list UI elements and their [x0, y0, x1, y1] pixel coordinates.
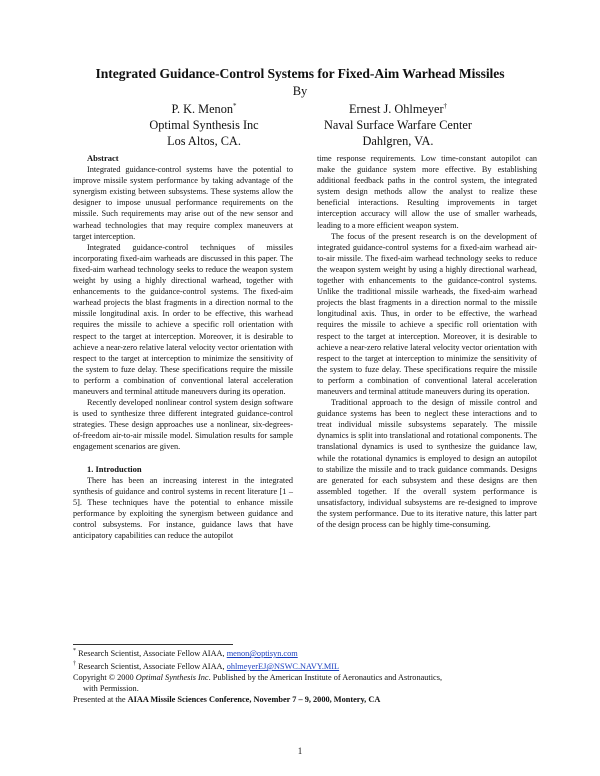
footnote-divider	[73, 644, 233, 645]
author-name: Ernest J. Ohlmeyer†	[348, 102, 448, 117]
footnote-ohlmeyer: † Research Scientist, Associate Fellow AIAA, ohlmeyerEJ@NSWC.NAVY.MIL	[73, 660, 340, 671]
introduction-paragraph: There has been an increasing interest in the integrated synthesis of guidance and control systems in recent literature [1 – 5]. These techniques have the potential to enhance missile performance by exploiting the synergism between guidance and control subsystems. For instance, guidance laws that have anticipatory capabilities can reduce the autopilot	[73, 475, 293, 541]
footnote-menon: * Research Scientist, Associate Fellow AIAA, menon@optisyn.com	[73, 648, 298, 658]
author-organization: Naval Surface Warfare Center	[324, 118, 472, 133]
page-number: 1	[297, 746, 303, 756]
email-link[interactable]: ohlmeyerEJ@NSWC.NAVY.MIL	[226, 661, 340, 671]
email-link[interactable]: menon@optisyn.com	[226, 648, 298, 658]
body-paragraph: Traditional approach to the design of missile control and guidance systems has been to neglect these interactions and to treat individual missile subsystems separately. The missile dynamics is split into translational and rotational components. The translational dynamics is used to synthesize the guidance law, while the rotational dynamics is employed to design an autopilot to stabilize the missile and to track guidance commands. Designs are generated for each subsystem and these designs are then assembled together. If the overall system performance is unsatisfactory, individual subsystems are re-designed to improve the system performance. Due to its iterative nature, this latter part of the design process can be highly time-consuming.	[317, 398, 537, 530]
abstract-paragraph: Integrated guidance-control techniques of missiles incorporating fixed-aim warheads are discussed in this paper. The fixed-aim warhead technology seeks to reduce the weapon system weight by using a highly directional warhead, together with enhancements to the guidance-control systems. The fixed-aim warhead projects the blast fragments in a direction normal to the missile longitudinal axis. In order to be effective, this warhead requires the missile to achieve a specific roll orientation with respect to the target at interception. Moreover, it is desirable to achieve a near-zero relative lateral velocity vector orientation with respect to the target at interception to minimize the sensitivity of the system to fuze delay. These specifications require the missile to perform a combination of conventional lateral acceleration maneuvers and terminal attitude maneuvers during its operation.	[73, 242, 293, 396]
author-location: Los Altos, CA.	[167, 134, 241, 149]
by-line: By	[292, 84, 308, 98]
left-column	[73, 153, 293, 541]
abstract-paragraph: Integrated guidance-control systems have the potential to improve missile system performance by taking advantage of the synergism existing between subsystems. These systems allow the designer to impose unusual performance requirements on the missile. Such requirements may arise out of the new sensor and warhead technologies that may require complex maneuvers at target interception.	[73, 165, 293, 241]
body-paragraph: time response requirements. Low time-constant autopilot can make the guidance system more effective. By establishing additional feedback paths in the control system, the integrated system design methods allow the analyst to realize these beneficial interactions. Resulting improvements in target interception accuracy will allow the use of smaller warheads, leading to a more efficient weapon system.	[317, 154, 537, 230]
abstract-paragraph: Recently developed nonlinear control system design software is used to synthesize three different integrated guidance-control strategies. These design approaches use a nonlinear, six-degrees-of-freedom air-to-air missile model. Simulation results for sample engagement scenarios are given.	[73, 398, 293, 452]
abstract-heading: Abstract	[87, 153, 119, 163]
footnotes	[73, 646, 543, 706]
introduction-heading: 1. Introduction	[87, 463, 142, 474]
author-organization: Optimal Synthesis Inc	[149, 118, 259, 133]
right-column	[317, 153, 537, 530]
paper-title: Integrated Guidance-Control Systems for Fixed-Aim Warhead Missiles	[95, 66, 505, 81]
author-location: Dahlgren, VA.	[362, 134, 434, 149]
author-name: P. K. Menon*	[171, 102, 237, 117]
author-ohlmeyer	[298, 98, 498, 149]
body-paragraph: The focus of the present research is on the development of integrated guidance-control systems for a fixed-aim warhead air-to-air missile. The fixed-aim warhead technology seeks to reduce the weapon system weight by using a highly directional warhead, together with enhancements to the guidance-control systems. Unlike the traditional missile warheads, the fixed-aim warhead projects the blast fragments in a direction normal to the missile longitudinal axis. Thus, in order to be effective, the warhead requires the missile to achieve a specific roll orientation with respect to the target at interception. Moreover, it is desirable to achieve a near-zero relative lateral velocity vector orientation with respect to the target at interception to minimize the sensitivity of the system to fuze delay. These specifications require the missile to perform a combination of conventional lateral acceleration maneuvers and terminal attitude maneuvers during its operation.	[317, 231, 537, 396]
author-menon	[104, 98, 304, 149]
copyright-permission: with Permission.	[83, 684, 139, 694]
presentation-note: Presented at the AIAA Missile Sciences Conference, November 7 – 9, 2000, Montery, CA	[73, 695, 381, 705]
copyright-notice: Copyright © 2000 Optimal Synthesis Inc. Published by the American Institute of Aeronautics and Astronautics,	[73, 672, 443, 682]
